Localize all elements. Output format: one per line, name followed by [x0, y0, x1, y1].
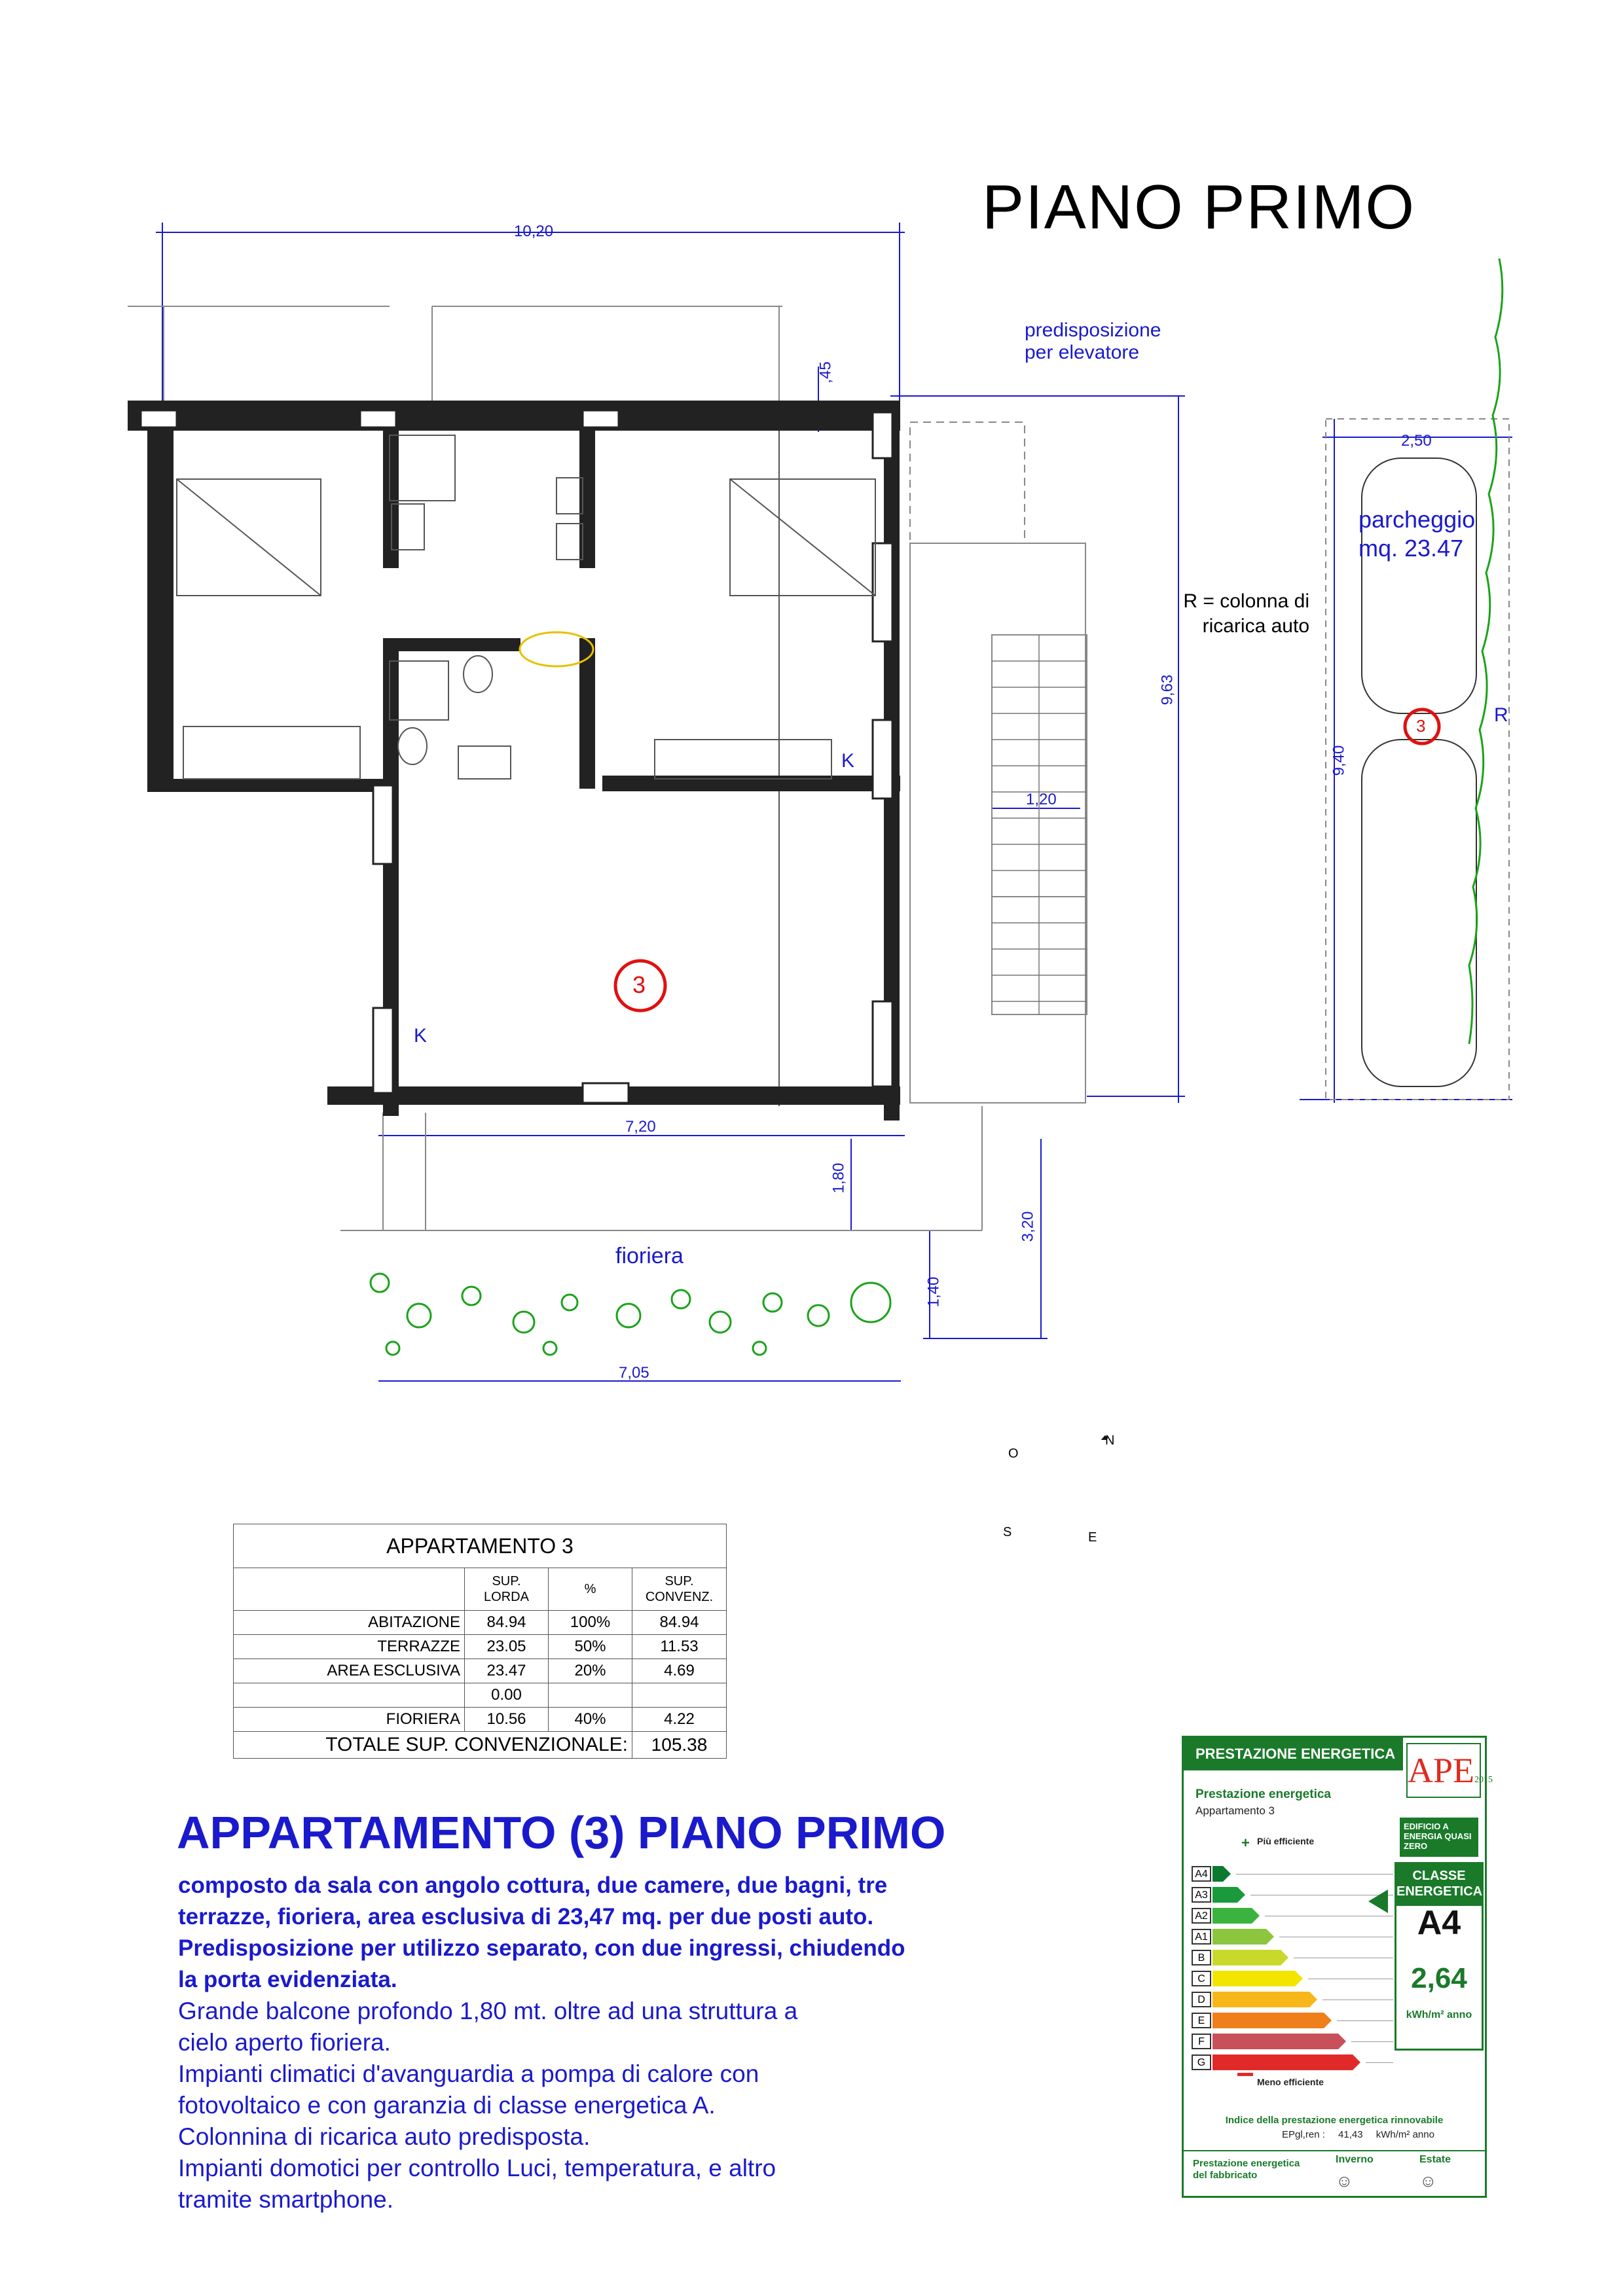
ape-logo-text: APE: [1408, 1751, 1475, 1790]
building-performance-label: Prestazione energetica del fabbricato: [1193, 2158, 1300, 2181]
plus-icon: +: [1241, 1835, 1250, 1851]
compass-icon: [1012, 1437, 1106, 1440]
index-unit: kWh/m² anno: [1406, 2009, 1472, 2020]
minus-icon: [1237, 2073, 1253, 2076]
energy-class-guide: [1351, 2041, 1393, 2042]
elevator-label-line-1: predisposizione: [1025, 319, 1161, 341]
description-line: Impianti climatici d'avanguardia a pompa di calore con: [178, 2060, 759, 2087]
summer-face-icon: ☺: [1419, 2171, 1437, 2191]
r-marker: R: [1494, 704, 1508, 726]
description-line: cielo aperto fioriera.: [178, 2029, 391, 2056]
description-bold-line: terrazze, fioriera, area esclusiva di 23,47 mq. per due posti auto.: [178, 1904, 874, 1929]
energy-class-bar: [1213, 1908, 1260, 1924]
page-title: PIANO PRIMO: [982, 172, 1416, 242]
energy-class-label: D: [1192, 1992, 1211, 2007]
beds: [177, 479, 875, 779]
less-efficient-label: Meno efficiente: [1257, 2077, 1324, 2087]
energy-label: [1182, 1736, 1493, 2198]
description-bold-line: Predisposizione per utilizzo separato, con due ingressi, chiudendo: [178, 1935, 905, 1961]
area-table: [233, 1524, 727, 1759]
description-line: Colonnina di ricarica auto predisposta.: [178, 2123, 591, 2150]
energy-class-bar: [1213, 2054, 1360, 2070]
plan-walls: [128, 401, 900, 1121]
table-total-row: [234, 1732, 727, 1759]
elevator-label-line-2: per elevatore: [1025, 342, 1140, 363]
parking-label-line-2: mq. 23.47: [1359, 535, 1464, 562]
energy-class-label: A1: [1192, 1929, 1211, 1945]
table-row: 0.00: [234, 1683, 727, 1708]
description-line: fotovoltaico e con garanzia di classe energetica A.: [178, 2092, 716, 2119]
dim-top-offset: ,45: [816, 361, 835, 384]
total-label: TOTALE SUP. CONVENZIONALE:: [234, 1732, 632, 1759]
header-sup-convenz: SUP. CONVENZ.: [632, 1568, 727, 1611]
description-bold-line: la porta evidenziata.: [178, 1967, 397, 1992]
elevator-label: [1025, 319, 1161, 364]
energy-subtitle: Prestazione energetica: [1195, 1787, 1331, 1801]
energy-class-bar: [1213, 1887, 1245, 1903]
energy-unit: Appartamento 3: [1195, 1804, 1275, 1817]
charger-label-line-1: R = colonna di: [1183, 590, 1309, 612]
renewable-row: [1282, 2129, 1445, 2140]
header-pct: %: [549, 1568, 632, 1611]
flowerbox-label: fioriera: [615, 1244, 684, 1268]
energy-class-label: A3: [1192, 1887, 1211, 1903]
header-sup-lorda: SUP. LORDA: [465, 1568, 549, 1611]
ape-logo-year: 2015: [1474, 1775, 1493, 1785]
description-line: tramite smartphone.: [178, 2186, 394, 2213]
charger-label: [1178, 589, 1309, 639]
description-line: Grande balcone profondo 1,80 mt. oltre ad una struttura a: [178, 1998, 798, 2024]
energy-class-label: A2: [1192, 1908, 1211, 1924]
unit-number: 3: [632, 971, 646, 998]
bathroom-fixtures: [390, 435, 583, 779]
energy-class-label: A4: [1192, 1866, 1211, 1882]
dim-flowerbox-depth: 1,40: [924, 1276, 943, 1308]
description-bold-line: composto da sala con angolo cottura, due camere, due bagni, tre: [178, 1873, 888, 1898]
dim-stair-width: 1,20: [1026, 791, 1057, 808]
renewable-label: EPgl,ren :: [1282, 2129, 1325, 2140]
charger-label-line-2: ricarica auto: [1202, 615, 1309, 637]
apartment-heading: APPARTAMENTO (3) PIANO PRIMO: [177, 1807, 946, 1858]
table-caption: APPARTAMENTO 3: [234, 1524, 727, 1568]
class-pointer-icon: [1368, 1890, 1388, 1913]
class-value: A4: [1417, 1904, 1461, 1942]
parking-label-line-1: parcheggio: [1359, 506, 1476, 533]
winter-face-icon: ☺: [1336, 2171, 1353, 2191]
energy-class-guide: [1337, 2020, 1393, 2021]
energy-class-bar: [1213, 1950, 1288, 1965]
ape-logo: [1406, 1743, 1493, 1798]
winter-label: Inverno: [1336, 2154, 1374, 2165]
energy-class-label: G: [1192, 2054, 1211, 2070]
index-value: 2,64: [1411, 1962, 1467, 1994]
total-value: 105.38: [632, 1732, 727, 1759]
energy-class-label: E: [1192, 2013, 1211, 2028]
energy-class-bar: [1213, 1992, 1317, 2007]
energy-class-label: B: [1192, 1950, 1211, 1965]
more-efficient-label: Più efficiente: [1257, 1836, 1315, 1846]
parking-label: [1359, 505, 1475, 563]
dim-parking-width: 2,50: [1401, 432, 1432, 450]
dim-flowerbox-width: 7,05: [619, 1364, 649, 1382]
energy-class-label: C: [1192, 1971, 1211, 1986]
energy-class-bar: [1213, 1929, 1274, 1945]
energy-class-box: [1395, 1862, 1484, 2051]
table-row: FIORIERA 10.56 40% 4.22: [234, 1708, 727, 1732]
dimension-lines: [156, 223, 1512, 1381]
building-performance: [1184, 2150, 1485, 2197]
table-row: ABITAZIONE 84.94 100% 84.94: [234, 1611, 727, 1635]
dim-living-width: 7,20: [625, 1118, 656, 1136]
compass-letter-e: E: [1088, 1530, 1097, 1545]
k-marker-bedroom: K: [841, 750, 855, 772]
renewable-unit: kWh/m² anno: [1376, 2129, 1434, 2140]
compass-letter-o: O: [1008, 1446, 1019, 1461]
dim-flowerbox-total: 3,20: [1019, 1211, 1037, 1242]
k-marker-living: K: [414, 1025, 428, 1047]
apartment-description: [178, 1870, 1029, 2215]
table-row: TERRAZZE 23.05 50% 11.53: [234, 1635, 727, 1659]
energy-class-bar: [1213, 2013, 1332, 2028]
dim-total-height: 9,63: [1158, 674, 1176, 706]
unit-number-parking: 3: [1416, 716, 1426, 736]
nzeb-badge: EDIFICIO A ENERGIA QUASI ZERO: [1400, 1818, 1478, 1857]
energy-class-bar: [1213, 1866, 1231, 1882]
dim-total-width: 10,20: [514, 223, 554, 240]
energy-class-guide: [1366, 2062, 1393, 2063]
energy-label-header: PRESTAZIONE ENERGETICA: [1184, 1738, 1403, 1770]
class-title: CLASSE ENERGETICA: [1396, 1864, 1482, 1906]
description-line: Impianti domotici per controllo Luci, temperatura, e altro: [178, 2155, 776, 2181]
renewable-value: 41,43: [1338, 2129, 1363, 2140]
table-row: AREA ESCLUSIVA 23.47 20% 4.69: [234, 1659, 727, 1683]
energy-class-label: F: [1192, 2034, 1211, 2049]
energy-class-bar: [1213, 1971, 1303, 1986]
dim-parking-length: 9,40: [1330, 745, 1348, 776]
compass-letter-s: S: [1003, 1525, 1012, 1539]
renewable-title: Indice della prestazione energetica rinnovabile: [1225, 2115, 1444, 2126]
stairs: [992, 635, 1087, 1014]
summer-label: Estate: [1419, 2154, 1451, 2165]
dim-balcony-depth: 1,80: [830, 1162, 848, 1194]
energy-class-bar: [1213, 2034, 1346, 2049]
compass-letter-n: N: [1105, 1433, 1115, 1448]
